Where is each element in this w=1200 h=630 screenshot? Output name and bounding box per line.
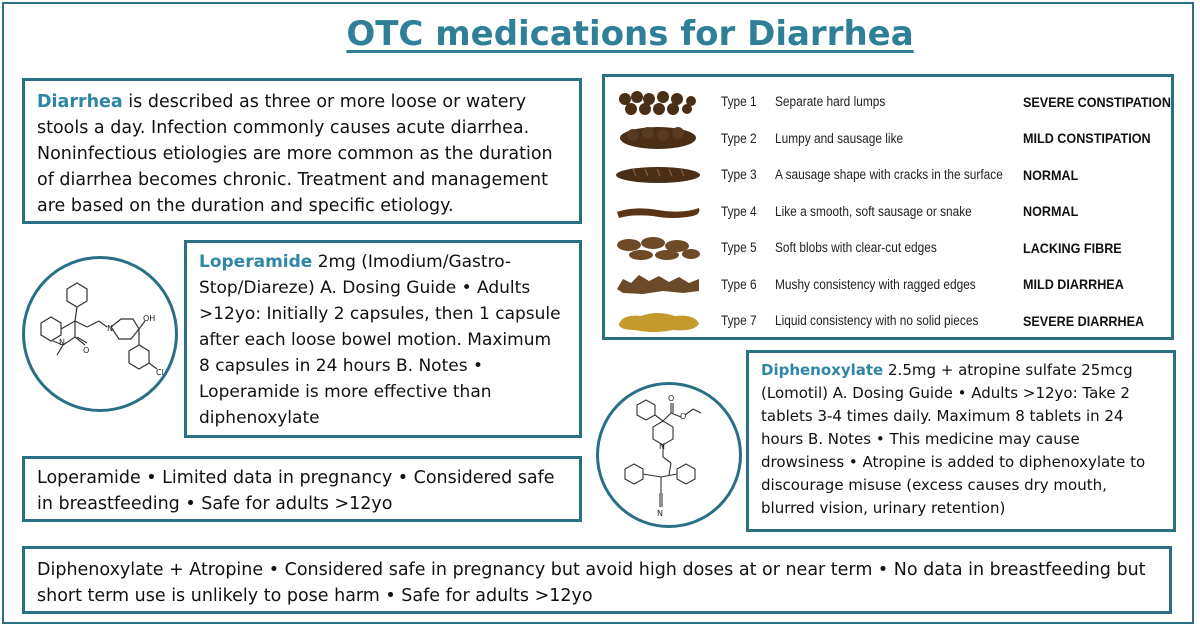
stool-chart <box>602 74 1174 340</box>
structure-label: N <box>59 338 65 347</box>
hard-lumps-icon <box>613 87 703 117</box>
soft-blobs-icon <box>613 233 703 263</box>
structure-label: N <box>657 509 663 518</box>
stool-type-label: Type 4 <box>721 203 757 219</box>
mushy-icon <box>613 269 703 299</box>
diarrhea-definition-text: is described as three or more loose or watery stools a day. Infection commonly causes acute diarrhea. Noninfectious etiologies are more common as the duration of diarrhea becomes chronic. Treatment and management are based on the duration and specific etiology. <box>37 92 553 216</box>
diphenoxylate-text: 2.5mg + atropine sulfate 25mcg (Lomotil) A. Dosing Guide • Adults >12yo: Take 2 tablets 3-4 times daily. Maximum 8 tablets in 24 hours B. Notes • This medicine may cause drowsiness • Atropine is added to diphenoxylate to discourage misuse (excess causes dry mouth, blurred vision, urinary retention) <box>761 361 1146 517</box>
stool-type-label: Type 7 <box>721 313 757 328</box>
stool-type-label: Type 6 <box>721 276 757 292</box>
cracked-sausage-icon <box>613 160 703 190</box>
loperamide-pregnancy-box <box>22 456 582 522</box>
diphenoxylate-pregnancy-text: Diphenoxylate + Atropine • Considered safe in pregnancy but avoid high doses at or near term • No data in breastfeeding but short term use is unlikely to pose harm • Safe for adults >12yo <box>37 560 1146 606</box>
lumpy-sausage-icon <box>613 123 703 153</box>
page-title: OTC medications for Diarrhea <box>346 14 914 54</box>
stool-chart-row <box>605 302 1171 339</box>
loperamide-pregnancy-text: Loperamide • Limited data in pregnancy • Considered safe in breastfeeding • Safe for adults >12yo <box>37 468 555 514</box>
stool-description: Like a smooth, soft sausage or snake <box>775 203 972 219</box>
stool-description: Liquid consistency with no solid pieces <box>775 313 979 328</box>
stool-description: Lumpy and sausage like <box>775 130 904 146</box>
structure-label: O <box>668 394 675 403</box>
stool-classification: SEVERE CONSTIPATION <box>1023 93 1171 110</box>
stool-description: Separate hard lumps <box>775 94 886 109</box>
loperamide-text: 2mg (Imodium/Gastro-Stop/Diareze) A. Dosing Guide • Adults >12yo: Initially 2 capsules, then 1 capsule after each loose bowel motion. Maximum 8 capsules in 24 hours B. Notes • Loperamide is more effective than diphenoxylate <box>199 252 561 428</box>
stool-classification: SEVERE DIARRHEA <box>1023 312 1145 329</box>
diphenoxylate-structure <box>596 382 742 528</box>
diphenoxylate-term: Diphenoxylate <box>761 361 884 379</box>
diarrhea-term: Diarrhea <box>37 92 123 112</box>
diphenoxylate-box <box>746 350 1176 532</box>
structure-label: O <box>680 412 687 421</box>
stool-chart-row <box>605 229 1171 266</box>
smooth-sausage-icon <box>613 196 703 226</box>
stool-description: Soft blobs with clear-cut edges <box>775 240 937 255</box>
stool-type-label: Type 3 <box>721 167 757 182</box>
stool-classification: NORMAL <box>1023 166 1079 183</box>
loperamide-term: Loperamide <box>199 252 313 272</box>
stool-chart-row <box>605 83 1171 120</box>
stool-chart-row <box>605 193 1171 230</box>
stool-classification: LACKING FIBRE <box>1023 239 1122 256</box>
stool-description: A sausage shape with cracks in the surface <box>775 167 1003 182</box>
stool-classification: NORMAL <box>1023 203 1079 219</box>
stool-chart-row <box>605 120 1171 157</box>
structure-label: OH <box>143 314 156 323</box>
structure-label: N <box>659 442 665 451</box>
stool-classification: MILD CONSTIPATION <box>1023 130 1151 146</box>
stool-description: Mushy consistency with ragged edges <box>775 276 976 292</box>
loperamide-box <box>184 240 582 438</box>
loperamide-molecule-icon <box>25 259 175 409</box>
stool-chart-row <box>605 156 1171 193</box>
structure-label: Cl <box>156 368 164 377</box>
stool-chart-row <box>605 266 1171 303</box>
diarrhea-definition-box <box>22 78 582 224</box>
structure-label: N <box>107 324 113 333</box>
loperamide-structure <box>22 256 178 412</box>
stool-type-label: Type 1 <box>721 94 757 109</box>
stool-classification: MILD DIARRHEA <box>1023 276 1124 292</box>
diphenoxylate-molecule-icon <box>599 385 739 525</box>
liquid-icon <box>613 306 703 336</box>
diphenoxylate-pregnancy-box <box>22 546 1172 614</box>
stool-type-label: Type 2 <box>721 130 757 146</box>
structure-label: O <box>83 346 90 355</box>
stool-type-label: Type 5 <box>721 240 757 255</box>
